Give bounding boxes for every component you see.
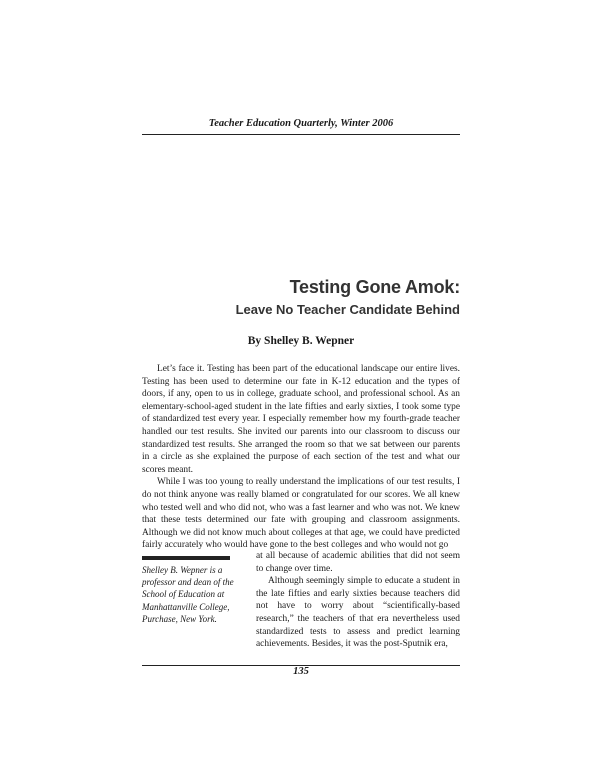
- paragraph: at all because of academic abilities that did not seem to change over time.: [256, 551, 460, 574]
- paragraph: While I was too young to really understand the implications of our test results, I do not think anyone was really blamed or congratulated for our scores. We all knew who tested well and who did not, who was a fast learner and who was not. We knew that these tests determined our fate with grouping and classroom assignments. Although we did not know much about colleges at that age, we could have predicted fairly accurately who would have gone to the best colleges and who would not go: [142, 477, 460, 551]
- article-body-column: [256, 550, 460, 651]
- running-header: Teacher Education Quarterly, Winter 2006: [208, 118, 394, 129]
- article-subtitle: Leave No Teacher Candidate Behind: [235, 302, 460, 317]
- paragraph: Let’s face it. Testing has been part of the educational landscape our entire lives. Testing has been used to determine our fate in K-12 education and the types of doors, if any, open to us in college, graduate school, and professional school. As an elementary-school-aged student in the late fifties and early sixties, I took some type of standardized test every year. I especially remember how my fourth-grade teacher handled our test results. She invited our parents into our classroom to discuss our standardized test results. She arranged the room so that we sat between our parents in a circle as she explained the purpose of each section of the test and what our scores meant.: [142, 364, 460, 475]
- paragraph: Although seemingly simple to educate a student in the late fifties and early sixties because teachers did not have to worry about “scientifically-based research,” the teachers of that era nevertheless used standardized tests to assess and predict learning achievements. Besides, it was the post-Sputnik era,: [256, 576, 460, 650]
- article-body: [142, 363, 460, 552]
- page-number: 135: [293, 666, 309, 677]
- author-bio: Shelley B. Wepner is a professor and dean of the School of Education at Manhattanville College, Purchase, New York.: [142, 565, 234, 624]
- article-byline: By Shelley B. Wepner: [247, 335, 355, 347]
- bio-divider: [142, 556, 230, 560]
- article-title: Testing Gone Amok:: [289, 277, 460, 297]
- header-rule: [142, 134, 460, 135]
